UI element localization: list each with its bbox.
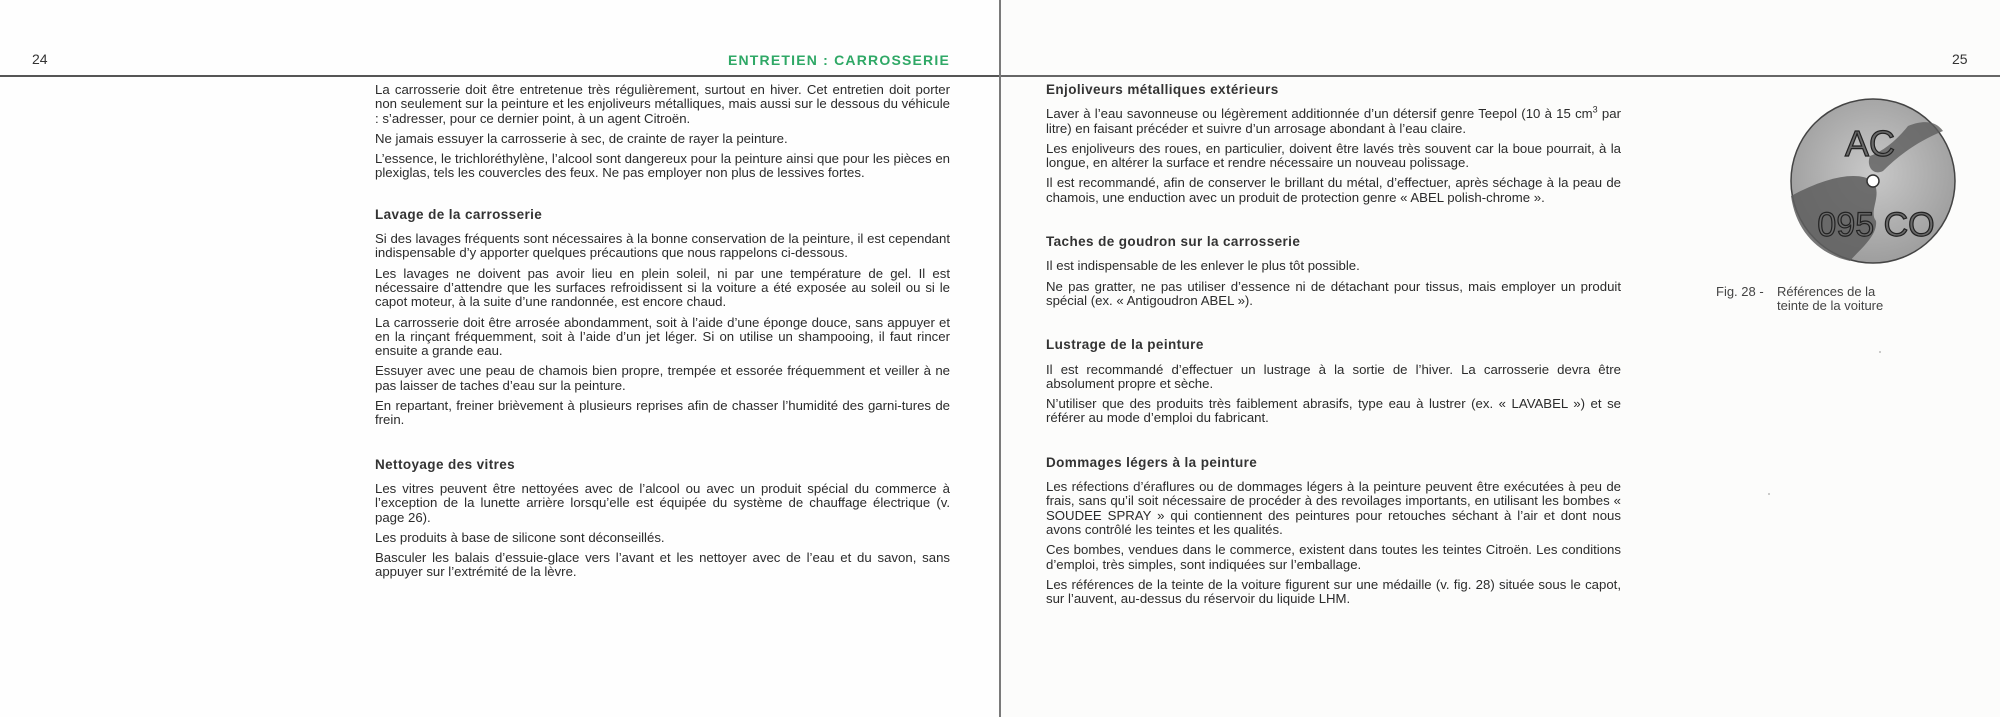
left-column: [375, 83, 950, 610]
section-heading: Taches de goudron sur la carrosserie: [1046, 234, 1301, 250]
paragraph: Si des lavages fréquents sont nécessaires à la bonne conservation de la peinture, il est cependant indispensable d’y apporter quelques précautions que nous rappelons ci-dessous.: [375, 231, 950, 261]
section-dommages: [1046, 456, 1621, 607]
section-heading: Enjoliveurs métalliques extérieurs: [1046, 82, 1279, 97]
paragraph: Les vitres peuvent être nettoyées avec de l’alcool ou avec un produit spécial du commerce à l’exception de la lunette arrière lorsqu’elle est équipée du système de chauffage électrique (v. page 26).: [375, 480, 950, 525]
intro-section: [375, 83, 950, 181]
page-number-right: 25: [1952, 51, 1968, 67]
scan-speck: [1768, 493, 1770, 495]
running-head: ENTRETIEN : CARROSSERIE: [727, 52, 950, 68]
paragraph: Il est recommandé d’effectuer un lustrage à la sortie de l’hiver. La carrosserie devra être absolument propre et sèche.: [1046, 361, 1621, 391]
figure-label: Fig. 28 -: [1716, 284, 1764, 299]
header-rule-left: [0, 75, 999, 77]
paragraph: Ne pas gratter, ne pas utiliser d’essence ni de détachant pour tissus, mais employer un produit spécial (ex. « Antigoudron ABEL »).: [1046, 278, 1621, 308]
medal-top-text: AC: [1844, 123, 1896, 164]
paragraph-text: par litre) en faisant précéder et suivre d’un arrosage abondant à l’eau claire.: [1046, 106, 1621, 136]
caption-line: Références de la: [1777, 284, 1876, 299]
paragraph: Les réfections d’éraflures ou de dommages légers à la peinture peuvent être exécutées à peu de frais, sans qu’il soit nécessaire de procéder à des revoilages importants, en utilisant les bombes « SOUDEE SPRAY » qui contiennent des peintures pour retouches séchant à l’air et dont nous avons contrôlé les teintes et les qualités.: [1046, 479, 1621, 537]
paragraph: [1046, 104, 1621, 136]
section-heading: Nettoyage des vitres: [375, 456, 516, 472]
paragraph: Les lavages ne doivent pas avoir lieu en plein soleil, ni par une température de gel. Il est nécessaire d’attendre que les surfaces refroidissent si la voiture a été exposée au soleil ou si le capot moteur, à la suite d’une randonnée, est encore chaud.: [375, 265, 950, 310]
medal-hole: [1867, 175, 1879, 187]
paragraph: La carrosserie doit être arrosée abondamment, soit à l’aide d’une éponge douce, sans appuyer et en la rinçant fréquemment, soit à l’aide d’un jet léger. Si on utilise un shampooing, il faut rincer ensuite a grande eau.: [375, 314, 950, 359]
paragraph: Il est indispensable de les enlever le plus tôt possible.: [1046, 258, 1360, 274]
paragraph: Ne jamais essuyer la carrosserie à sec, de crainte de rayer la peinture.: [375, 130, 788, 146]
paragraph: Les enjoliveurs des roues, en particulier, doivent être lavés très souvent car la boue pourrait, à la longue, en altérer la surface et rendre nécessaire un nouveau polissage.: [1046, 140, 1621, 171]
section-lavage: [375, 208, 950, 428]
section-enjoliveurs: [1046, 83, 1621, 205]
paragraph: Il est recommandé, afin de conserver le brillant du métal, d’effectuer, après séchage à la peau de chamois, une enduction avec un produit de protection genre « ABEL polish-chrome ».: [1046, 175, 1621, 205]
superscript: 3: [1592, 104, 1598, 115]
figure-caption: [1716, 285, 1883, 313]
scan-speck: [1879, 351, 1881, 353]
page-number-left: 24: [32, 51, 48, 67]
paragraph: En repartant, freiner brièvement à plusieurs reprises afin de chasser l’humidité des garni-tures de frein.: [375, 398, 950, 428]
paint-reference-medal-image: [1788, 96, 1958, 266]
paragraph-text: Laver à l’eau savonneuse ou légèrement additionnée d’un détersif genre Teepol (10 à 15 cm: [1046, 106, 1593, 122]
section-vitres: [375, 458, 950, 580]
right-column: [1046, 83, 1621, 636]
book-spine-divider: [999, 0, 1001, 717]
paragraph: L’essence, le trichloréthylène, l’alcool sont dangereux pour la peinture ainsi que pour les pièces en plexiglas, tels les couvercles des feux. Ne pas employer non plus de lessives fortes.: [375, 151, 950, 181]
header-rule-right: [1001, 75, 2000, 77]
paragraph: La carrosserie doit être entretenue très régulièrement, surtout en hiver. Cet entretien doit porter non seulement sur la peinture et les enjoliveurs métalliques, mais aussi sur le dessous du véhicule : s’adresser, pour ce dernier point, à un agent Citroën.: [375, 82, 950, 126]
section-heading: Lavage de la carrosserie: [375, 206, 543, 222]
paragraph: N’utiliser que des produits très faiblement abrasifs, type eau à lustrer (ex. « LAVABEL ») et se référer au mode d’emploi du fabricant.: [1046, 396, 1621, 426]
section-heading: Dommages légers à la peinture: [1046, 454, 1258, 470]
paragraph: Essuyer avec une peau de chamois bien propre, trempée et essorée fréquemment et veiller à ne pas laisser de taches d’eau sur la peinture.: [375, 363, 950, 393]
caption-line: teinte de la voiture: [1777, 298, 1884, 313]
paragraph: Les références de la teinte de la voiture figurent sur une médaille (v. fig. 28) située sous le capot, sur l’auvent, au-dessus du réservoir du liquide LHM.: [1046, 576, 1621, 607]
section-goudron: [1046, 235, 1621, 308]
medal-bottom-text: 095 CO: [1817, 206, 1935, 244]
paragraph: Basculer les balais d’essuie-glace vers l’avant et les nettoyer avec de l’eau et du savon, sans appuyer sur l’extrémité de la lèvre.: [375, 550, 950, 580]
paragraph: Ces bombes, vendues dans le commerce, existent dans toutes les teintes Citroën. Les conditions d’emploi, très simples, sont indiquées sur l’emballage.: [1046, 542, 1621, 572]
paragraph: Les produits à base de silicone sont déconseillés.: [375, 529, 665, 545]
section-heading: Lustrage de la peinture: [1046, 337, 1204, 353]
section-lustrage: [1046, 338, 1621, 425]
